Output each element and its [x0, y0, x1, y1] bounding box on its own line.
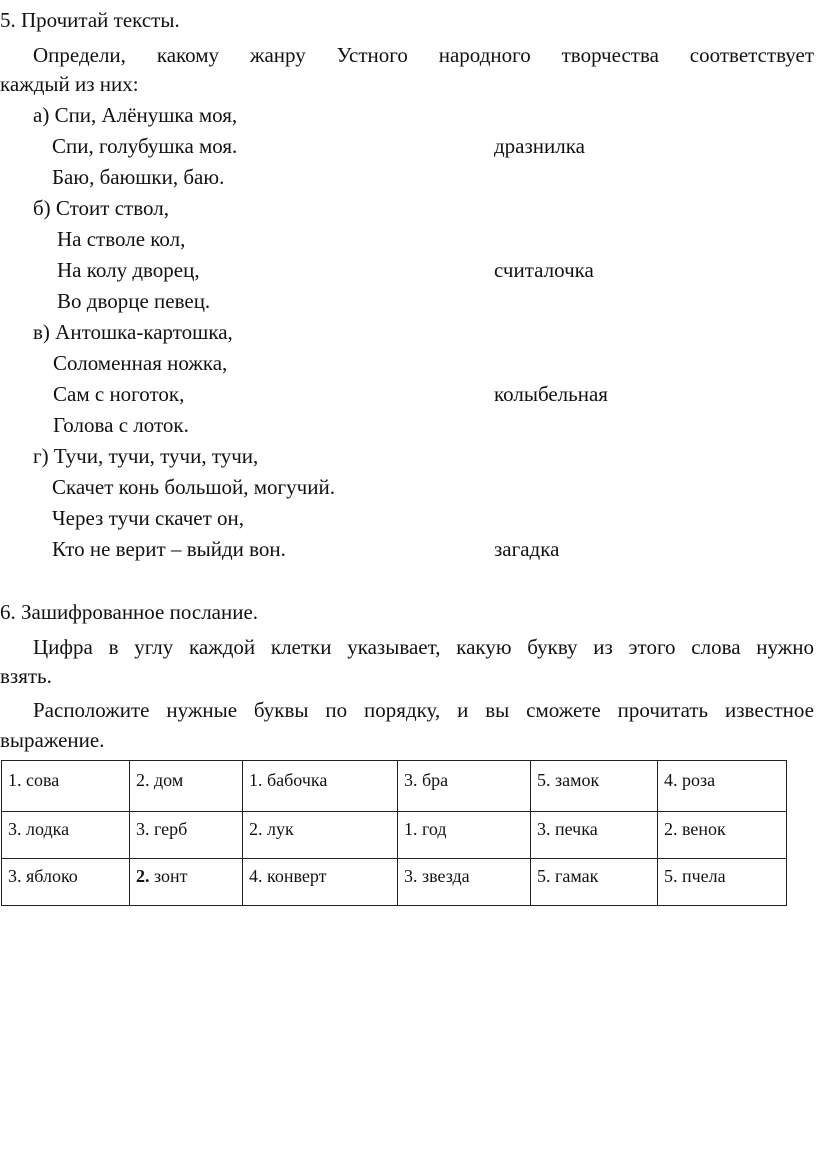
cell-number: 5. — [537, 770, 551, 790]
cell-word: яблоко — [26, 866, 78, 886]
cell-word: гамак — [555, 866, 599, 886]
genre-option-3: колыбельная — [494, 382, 608, 406]
text-g-line2: Скачет конь большой, могучий. — [52, 475, 335, 499]
genre-option-4: загадка — [494, 537, 560, 561]
cipher-cell — [130, 859, 243, 906]
task6-para2-line1: Расположите нужные буквы по порядку, и вы сможете прочитать известное — [33, 698, 814, 722]
cipher-cell — [658, 761, 787, 812]
task6-heading: 6. Зашифрованное послание. — [0, 600, 259, 624]
genre-option-1: дразнилка — [494, 134, 585, 158]
text-g-line4: Кто не верит – выйди вон. — [52, 537, 286, 561]
task6-para1-line2: взять. — [0, 664, 52, 688]
cell-word: печка — [555, 819, 598, 839]
cipher-cell — [243, 859, 398, 906]
cell-word: дом — [154, 770, 184, 790]
cipher-cell — [531, 761, 658, 812]
cipher-cell — [658, 812, 787, 859]
cell-word: бра — [422, 770, 449, 790]
task5-instruction-line1: Определи, какому жанру Устного народного творчества соответствует — [33, 43, 814, 67]
cell-number: 3. — [404, 866, 418, 886]
cipher-cell — [2, 812, 130, 859]
cipher-cell — [243, 812, 398, 859]
text-b-line3: На колу дворец, — [57, 258, 200, 282]
cell-word: венок — [682, 819, 726, 839]
cell-number: 4. — [249, 866, 263, 886]
cell-number: 2. — [136, 770, 150, 790]
task6-para2-line2: выражение. — [0, 728, 105, 752]
cell-number: 2. — [249, 819, 263, 839]
cell-number: 1. — [404, 819, 418, 839]
cell-word: сова — [26, 770, 60, 790]
cipher-cell — [2, 859, 130, 906]
cipher-cell — [243, 761, 398, 812]
text-v-line4: Голова с лоток. — [53, 413, 189, 437]
genre-option-2: считалочка — [494, 258, 594, 282]
cipher-cell — [398, 859, 531, 906]
cipher-cell — [2, 761, 130, 812]
cell-number: 3. — [8, 819, 22, 839]
cipher-cell — [130, 812, 243, 859]
cell-word: бабочка — [267, 770, 328, 790]
task5-instruction-line2: каждый из них: — [0, 72, 139, 96]
text-a-line1: а) Спи, Алёнушка моя, — [33, 103, 238, 127]
cell-word: роза — [682, 770, 716, 790]
cell-number: 2. — [664, 819, 678, 839]
text-v-line1: в) Антошка-картошка, — [33, 320, 233, 344]
table-row — [2, 859, 787, 906]
cell-word: замок — [555, 770, 600, 790]
task6-para1-line1: Цифра в углу каждой клетки указывает, какую букву из этого слова нужно — [33, 635, 814, 659]
cell-number: 3. — [404, 770, 418, 790]
table-row — [2, 812, 787, 859]
cipher-cell — [130, 761, 243, 812]
cell-word: лук — [267, 819, 294, 839]
text-a-line3: Баю, баюшки, баю. — [52, 165, 225, 189]
cipher-cell — [398, 761, 531, 812]
cell-number: 1. — [249, 770, 263, 790]
text-g-line3: Через тучи скачет он, — [52, 506, 245, 530]
text-v-line2: Соломенная ножка, — [53, 351, 228, 375]
cell-number: 5. — [664, 866, 678, 886]
cell-word: конверт — [267, 866, 327, 886]
cipher-cell — [531, 859, 658, 906]
text-a-line2: Спи, голубушка моя. — [52, 134, 238, 158]
cell-word: звезда — [422, 866, 470, 886]
cell-number: 4. — [664, 770, 678, 790]
cipher-cell — [531, 812, 658, 859]
cell-number: 3. — [537, 819, 551, 839]
cell-number: 3. — [136, 819, 150, 839]
text-b-line4: Во дворце певец. — [57, 289, 211, 313]
text-g-line1: г) Тучи, тучи, тучи, тучи, — [33, 444, 259, 468]
cell-word: год — [422, 819, 447, 839]
cell-word: герб — [154, 819, 188, 839]
cipher-cell — [398, 812, 531, 859]
table-row — [2, 761, 787, 812]
cell-word: пчела — [682, 866, 726, 886]
text-b-line1: б) Стоит ствол, — [33, 196, 169, 220]
task5-heading: 5. Прочитай тексты. — [0, 8, 180, 32]
cipher-table — [1, 760, 787, 906]
text-b-line2: На стволе кол, — [57, 227, 186, 251]
cell-number: 3. — [8, 866, 22, 886]
cell-number: 2. — [136, 866, 150, 886]
cell-word: зонт — [154, 866, 188, 886]
cell-word: лодка — [26, 819, 70, 839]
cell-number: 1. — [8, 770, 22, 790]
cipher-cell — [658, 859, 787, 906]
cell-number: 5. — [537, 866, 551, 886]
text-v-line3: Сам с ноготок, — [53, 382, 185, 406]
